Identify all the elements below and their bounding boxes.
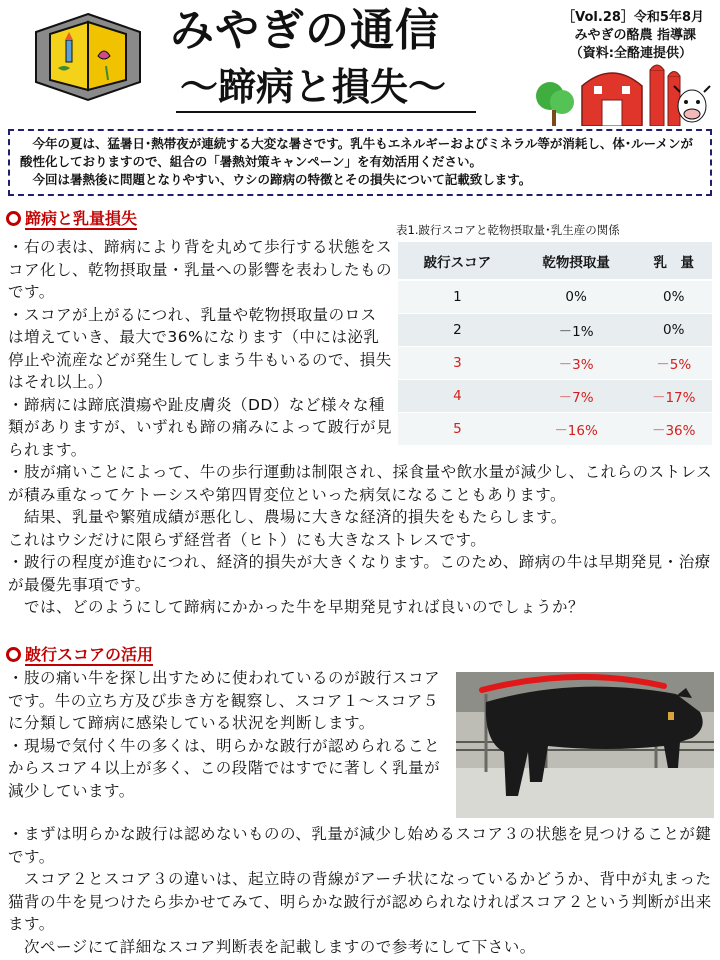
section2-full-text [8,823,714,958]
section-heading-text: 跛行スコアの活用 [25,645,154,664]
section1-full-text [8,461,714,619]
paragraph: では、どのようにして蹄病にかかった牛を早期発見すれば良いのでしょうか？ [8,598,585,616]
paragraph: これはウシだけに限らず経営者（ヒト）にも大きなストレスです。 [8,530,487,549]
paragraph: ・肢の痛い牛を探し出すために使われているのが跛行スコアです。牛の立ち方及び歩き方を観察し、スコア１～スコア５に分類して蹄病に感染している状況を判断します。 [8,669,441,732]
title-underline [176,111,476,113]
barn-cow-illustration [532,56,712,126]
table-cell: 3 [398,346,517,379]
cow-photo [456,672,714,818]
department-name: みやぎの酪農 指導課 [574,28,696,43]
table-cell: －1% [517,313,636,346]
table-cell: 4 [398,379,517,412]
table-cell: －17% [635,379,712,412]
table-cell: －16% [517,412,636,445]
lantern-icon [28,10,148,102]
page-subtitle: ～蹄病と損失～ [180,65,447,109]
circle-bullet-icon [6,211,21,226]
section1-column-text [8,236,392,461]
page-title: みやぎの通信 [170,5,440,56]
paragraph: ・まずは明らかな跛行は認めないものの、乳量が減少し始めるスコア３の状態を見つけることが鍵です。 [8,825,712,866]
header-cell-milk: 乳 量 [635,242,712,280]
header-cell-dmi: 乾物摂取量 [517,242,636,280]
paragraph: 結果、乳量や繁殖成績が悪化し、農場に大きな経済的損失をもたらします。 [8,508,567,526]
header-cell-score: 跛行スコア [398,242,517,280]
section-heading-hoof-disease [6,206,137,229]
intro-line-1: 今年の夏は、猛暑日･熱帯夜が連続する大変な暑さです。乳牛もエネルギーおよびミネラル等が消耗し、体･ルーメンが酸性化しておりますので、組合の「暑熱対策キャンペーン」を有効活用ください。 [20,136,694,169]
table-row [398,313,712,346]
intro-box [8,129,712,196]
table-cell: 5 [398,412,517,445]
paragraph: ・肢が痛いことによって、牛の歩行運動は制限され、採食量や飲水量が減少し、これらのストレスが積み重なってケトーシスや第四胃変位といった病気になることもあります。 [8,463,713,504]
paragraph: ・スコアが上がるにつれ、乳量や乾物摂取量のロスは増えていき、最大で36%になります（中には泌乳停止や流産などが発生してしまう牛もいるので、損失はそれ以上。） [8,305,392,391]
table-cell: 0% [517,280,636,313]
paragraph: ・現場で気付く牛の多くは、明らかな跛行が認められることからスコア４以上が多く、この段階ではすでに著しく乳量が減少しています。 [8,736,441,800]
section-heading-lameness-score [6,642,153,665]
lameness-score-table [398,242,712,446]
table-cell: 1 [398,280,517,313]
table-header-row [398,242,712,280]
table-row [398,412,712,445]
table-row [398,379,712,412]
table-cell: －36% [635,412,712,445]
paragraph: ・右の表は、蹄病により背を丸めて歩行する状態をスコア化し、乾物摂取量・乳量への影響を表わしたものです。 [8,238,393,301]
table-cell: －7% [517,379,636,412]
table-row [398,280,712,313]
table-caption: 表1.跛行スコアと乾物摂取量･乳生産の関係 [396,223,620,237]
table-cell: 2 [398,313,517,346]
volume-date: ［Vol.28］令和5年8月 [562,10,704,25]
paragraph: スコア２とスコア３の違いは、起立時の背線がアーチ状になっているかどうか、背中が丸まった猫背の牛を見つけたら歩かせてみて、明らかな跛行が認められなければスコア２という判断が出来ます。 [8,870,712,933]
circle-bullet-icon [6,647,21,662]
table-cell: －3% [517,346,636,379]
table-cell: 0% [635,280,712,313]
paragraph: ・蹄病には蹄底潰瘍や趾皮膚炎（DD）など様々な種類がありますが、いずれも蹄の痛みによって跛行が見られます。 [8,395,393,459]
source-credit: （資料:全酪連提供） [569,46,692,61]
table-row [398,346,712,379]
paragraph: ・跛行の程度が進むにつれ、経済的損失が大きくなります。このため、蹄病の牛は早期発見・治療が最優先事項です。 [8,553,711,594]
intro-line-2: 今回は暑熱後に問題となりやすい、ウシの蹄病の特徴とその損失について記載致します。 [32,172,532,187]
section2-column-text [8,667,444,802]
table-cell: －5% [635,346,712,379]
section-heading-text: 蹄病と乳量損失 [25,209,138,228]
table-cell: 0% [635,313,712,346]
paragraph: 次ページにて詳細なスコア判断表を記載しますので参考にして下さい。 [8,937,536,956]
